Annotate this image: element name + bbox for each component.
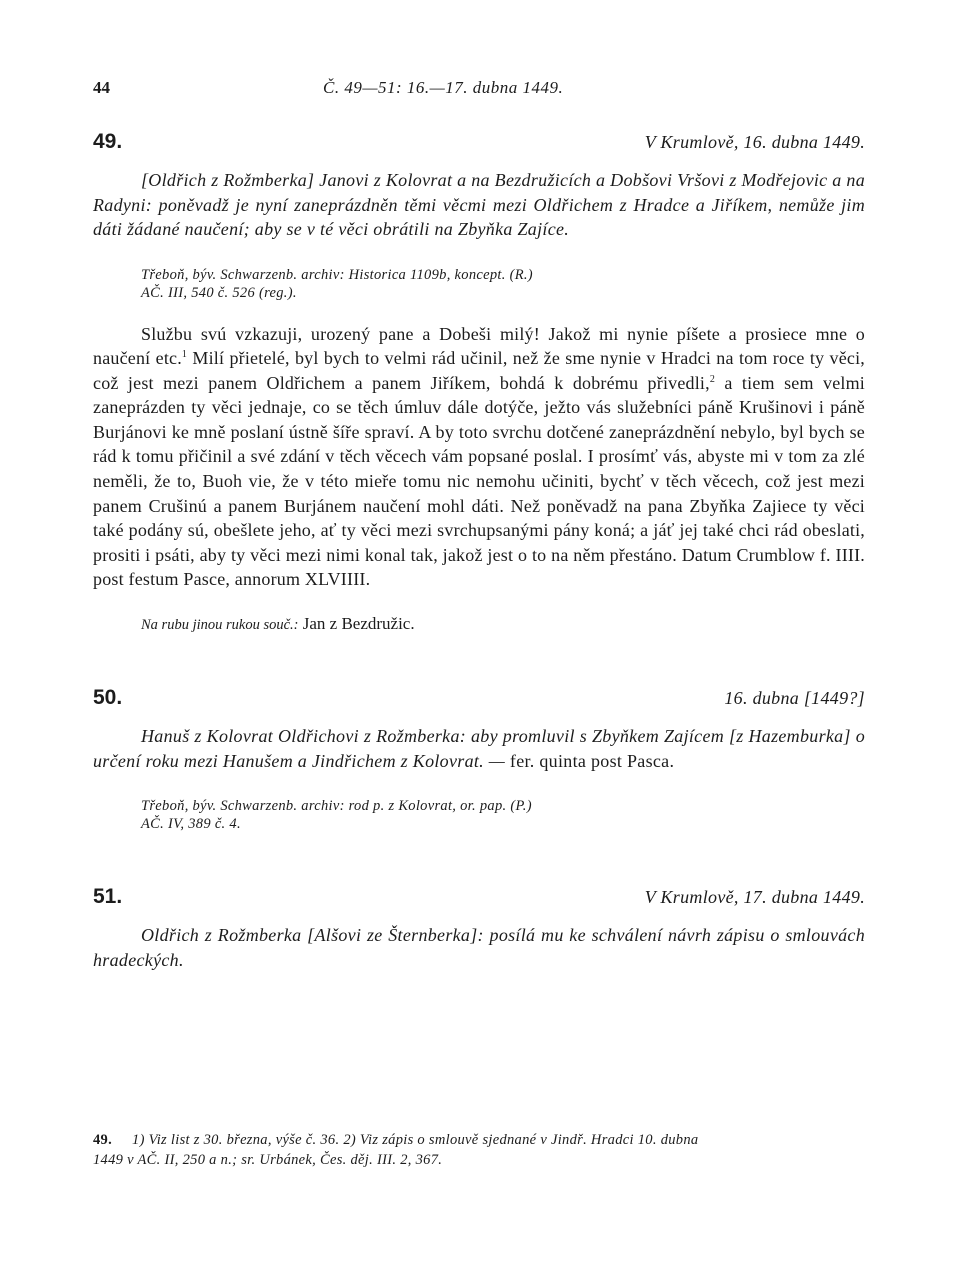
- document-number: 49.: [93, 130, 123, 153]
- footnote-line: [93, 1130, 865, 1150]
- footnotes: [93, 1130, 865, 1170]
- document-regest: Oldřich z Rožmberka [Alšovi ze Šternberka]: posílá mu ke schválení návrh zápisu o smlouvách hradeckých.: [93, 925, 865, 970]
- document-heading: [93, 686, 865, 710]
- document-body: [93, 322, 865, 593]
- body-text: Službu svú vzkazuji, urozený pane a Dobeši milý! Jakož mi nynie píšete a prosiece mne o naučení etc.: [93, 323, 865, 369]
- footnote-doc-ref: 49.: [93, 1132, 113, 1148]
- page-number: 44: [93, 78, 110, 97]
- dorse-text: Jan z Bezdružic.: [298, 614, 415, 634]
- page: [93, 78, 865, 972]
- document-number: 50.: [93, 686, 123, 710]
- running-title: Č. 49—51: 16.—17. dubna 1449.: [323, 78, 564, 97]
- footnote-mark: 2: [709, 373, 716, 385]
- body-text: a tiem sem velmi zaneprázden ty věci jednaje, co se těch úmluv dále dotýče, ježto vás služebníci páně Krušinovi i páně Burjánovi ke mně poslaní ústně šíře spraví. A by toto svrchu dotčené zaneprázdnění nebylo, byl bych se rád k tomu přičinil a své zdání v těch věcech vám popsané poslal. I prosímť vás, abyste mi v tom za zlé neměli, že to, Buoh vie, že v této mieře tomu nic nemohu učiniti, bychť v těch věcech, což jest mezi panem Crušinú a panem Burjánem naučení mohl dáti. Než poněvadž na pana Zbyňka Zajiece ty věci také podány sú, obešlete jeho, ať ty věci mezi svrchupsanými pány koná; a jáť jej také chci rád obeslati, prositi i psáti, aby ty věci mezi nimi konal tak, jakož jest o to na něm přestáno. Datum Crumblow f. IIII. post festum Pasce, annorum XLVIIII.: [93, 372, 865, 590]
- footnote-line: 1449 v AČ. II, 250 a n.; sr. Urbánek, Čes. děj. III. 2, 367.: [93, 1152, 443, 1168]
- source-line: AČ. IV, 389 č. 4.: [141, 816, 241, 833]
- document-50: [93, 686, 865, 833]
- document-heading: [93, 885, 865, 909]
- document-regest: [Oldřich z Rožmberka] Janovi z Kolovrat a na Bezdružicích a Dobšovi Vršovi z Modřejovic a na Radyni: poněvadž je nyní zaneprázdněn těmi věcmi mezi Oldřichem z Hradce a Jiříkem, nemůže jim dáti žádané naučení; aby se v té věci obrátili na Zbyňka Zajíce.: [93, 170, 865, 239]
- document-source: [141, 797, 865, 833]
- document-place-date: V Krumlově, 17. dubna 1449.: [644, 887, 865, 908]
- body-text: Milí přietelé, byl bych to velmi rád učinil, než že sme nynie v Hradci na tom roce ty věci, což jest mezi panem Oldřichem a panem Jiříkem, bohdá k dobrému přivedli,: [93, 348, 865, 393]
- running-head: [93, 78, 865, 108]
- source-line: AČ. III, 540 č. 526 (reg.).: [141, 284, 297, 301]
- document-51: [93, 885, 865, 972]
- dorse-note: [141, 614, 865, 634]
- source-line: Třeboň, býv. Schwarzenb. archiv: rod p. z Kolovrat, or. pap. (P.): [141, 798, 532, 815]
- document-place-date: 16. dubna [1449?]: [724, 688, 865, 709]
- dorse-label: Na rubu jinou rukou souč.:: [141, 617, 299, 634]
- source-line: Třeboň, býv. Schwarzenb. archiv: Historica 1109b, koncept. (R.): [141, 266, 533, 283]
- regest-text: Hanuš z Kolovrat Oldřichovi z Rožmberka: aby promluvil s Zbyňkem Zajícem [z Hazemburka] o určení roku mezi Hanušem a Jindřichem z Kolovrat. —: [93, 726, 865, 771]
- footnote-mark: 1: [181, 349, 188, 361]
- document-heading: [93, 130, 865, 154]
- document-place-date: V Krumlově, 16. dubna 1449.: [644, 132, 865, 152]
- document-number: 51.: [93, 885, 123, 909]
- footnote-text: 1) Viz list z 30. března, výše č. 36. 2) Viz zápis o smlouvě sjednané v Jindř. Hradci 10. dubna: [132, 1132, 699, 1148]
- regest-date-text: fer. quinta post Pasca.: [505, 750, 675, 771]
- document-49: [93, 130, 865, 634]
- document-regest: [93, 724, 865, 773]
- document-source: [141, 266, 865, 302]
